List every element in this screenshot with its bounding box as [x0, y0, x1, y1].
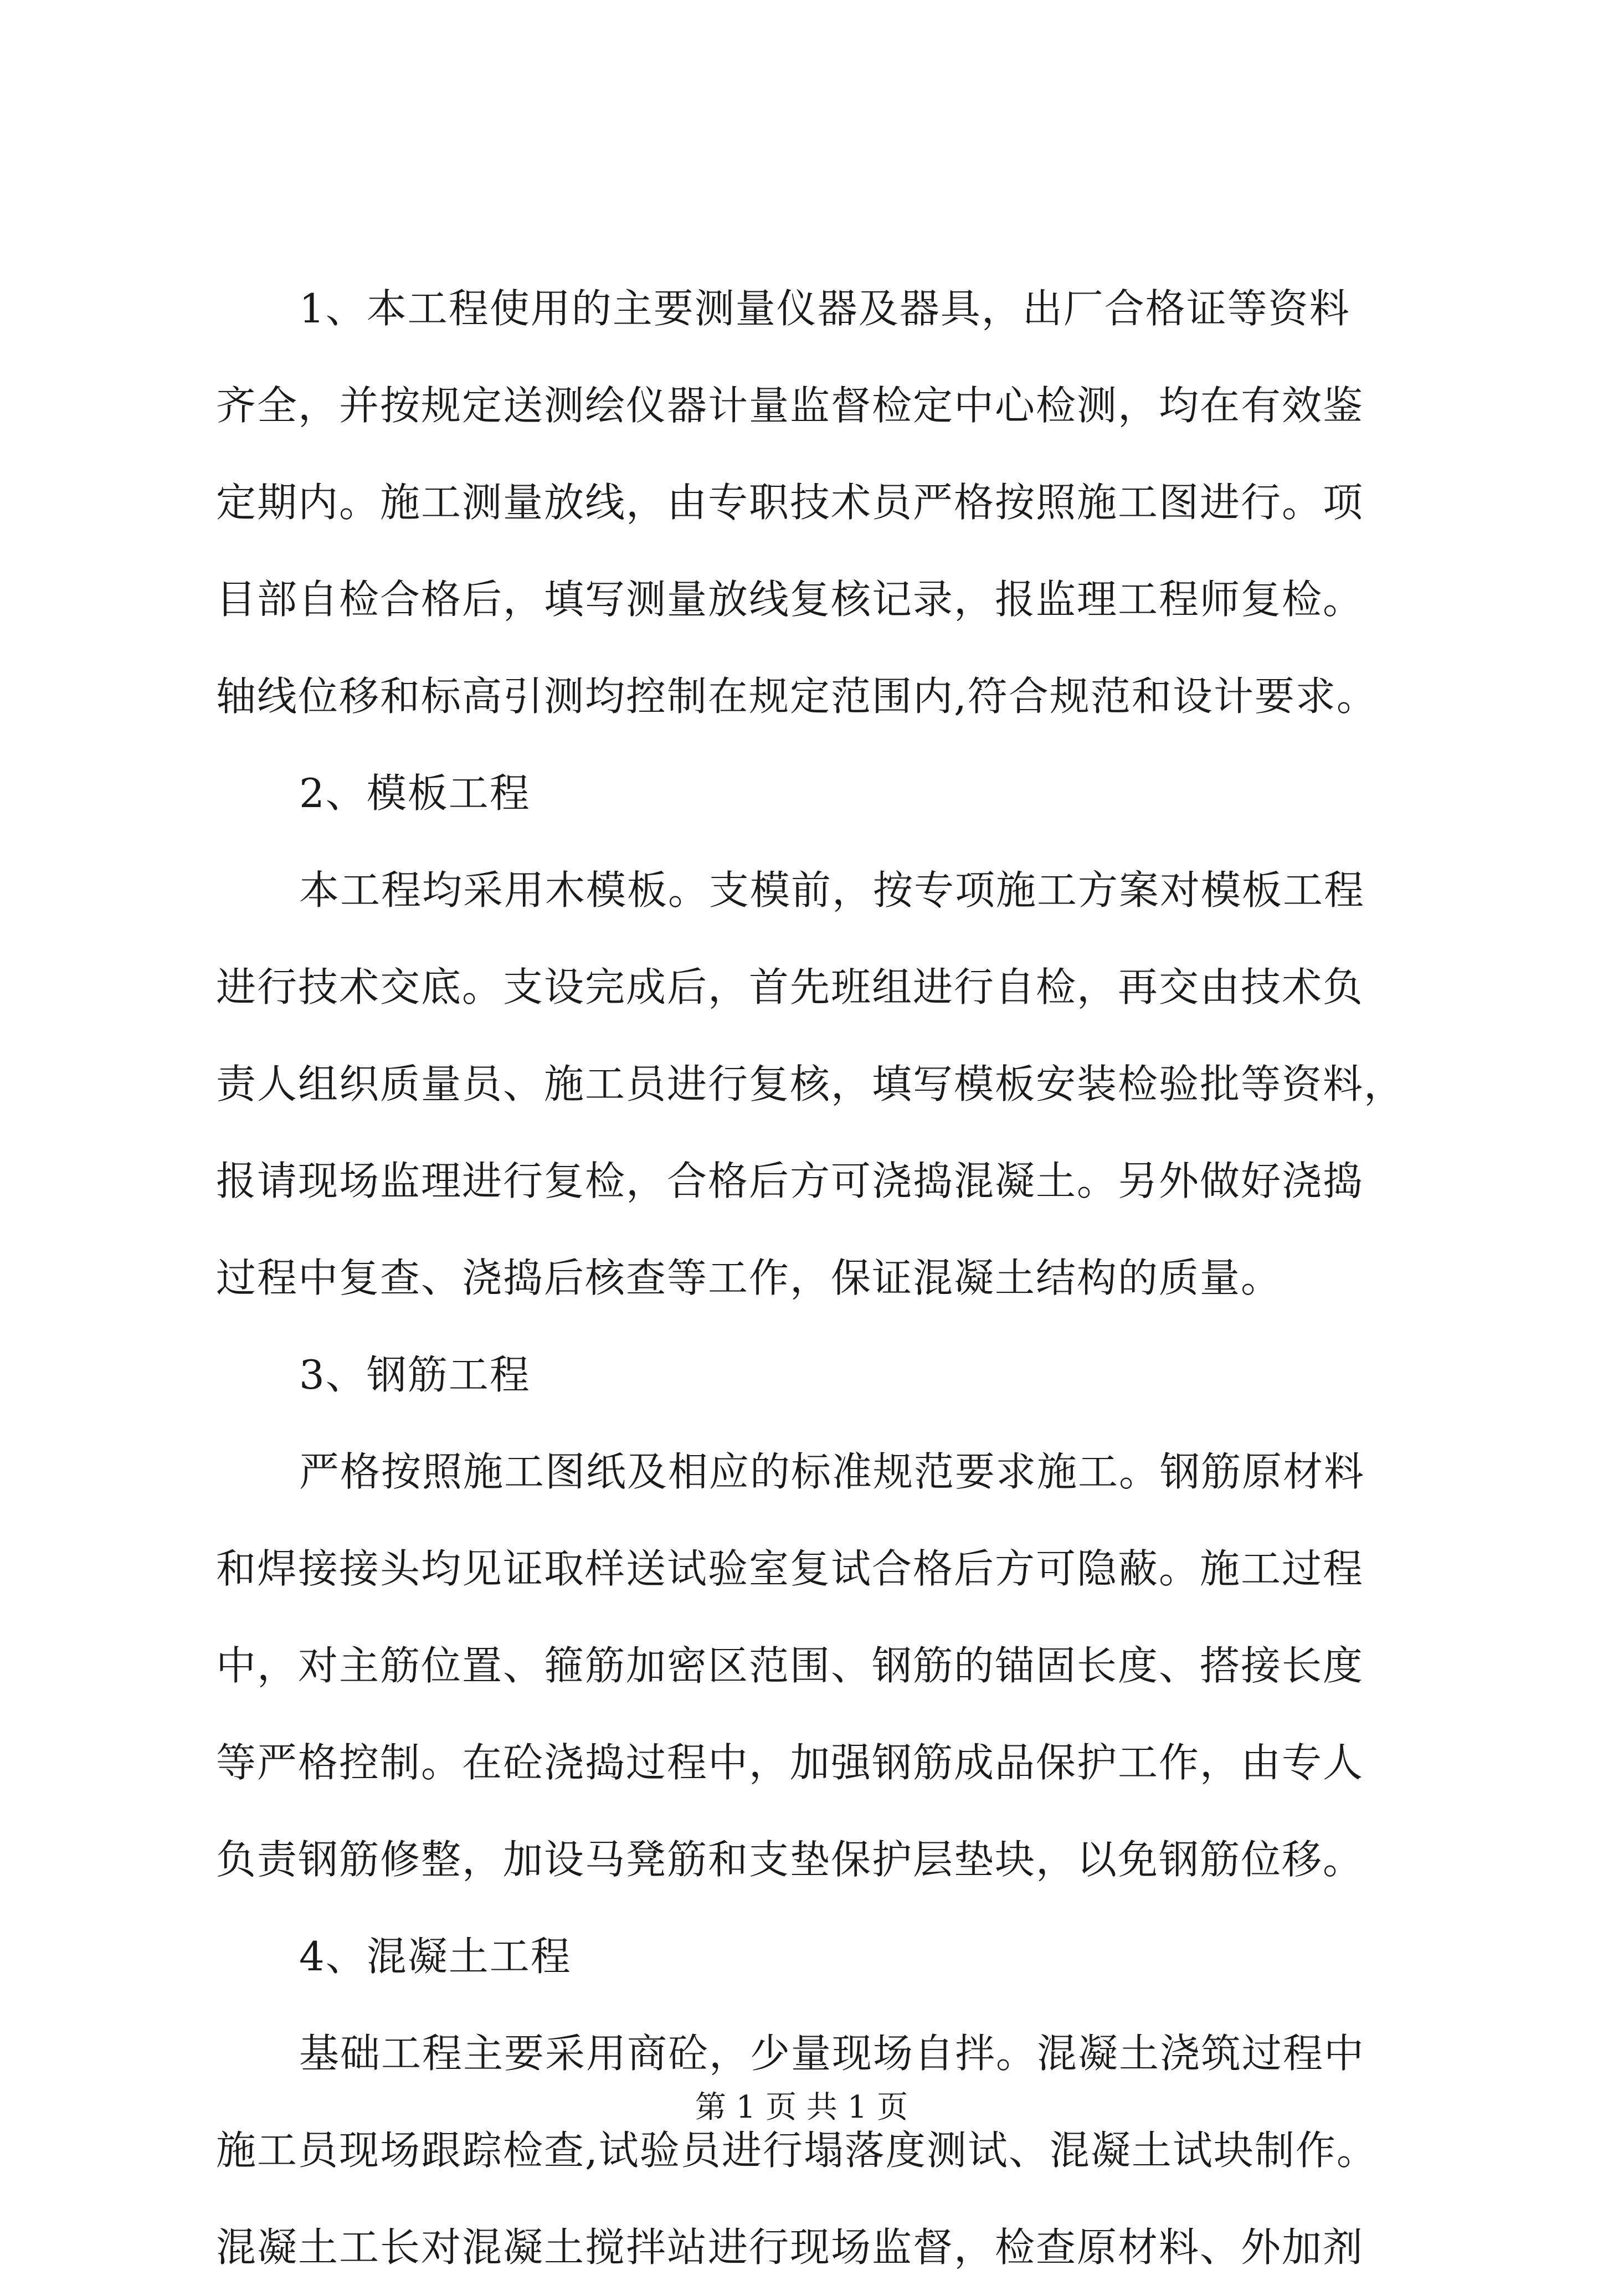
paragraph-2-line-2: 进行技术交底。支设完成后，首先班组进行自检，再交由技术负: [216, 964, 1364, 1010]
paragraph-1-line-2: 齐全，并按规定送测绘仪器计量监督检定中心检测，均在有效鉴: [216, 382, 1364, 429]
paragraph-2-line-4: 报请现场监理进行复检，合格后方可浇捣混凝土。另外做好浇捣: [216, 1158, 1364, 1204]
paragraph-3-line-1: 严格按照施工图纸及相应的标准规范要求施工。钢筋原材料: [299, 1449, 1365, 1495]
paragraph-2-line-1: 本工程均采用木模板。支模前，按专项施工方案对模板工程: [299, 867, 1365, 913]
paragraph-1-line-1: 1、本工程使用的主要测量仪器及器具，出厂合格证等资料: [299, 285, 1350, 332]
paragraph-3-line-4: 等严格控制。在砼浇捣过程中，加强钢筋成品保护工作，由专人: [216, 1739, 1364, 1786]
paragraph-3-line-2: 和焊接接头均见证取样送试验室复试合格后方可隐蔽。施工过程: [216, 1545, 1364, 1592]
page-number-footer: 第 1 页 共 1 页: [695, 2089, 908, 2125]
paragraph-1-line-4: 目部自检合格后，填写测量放线复核记录，报监理工程师复检。: [216, 576, 1364, 623]
section-heading-rebar: 3、钢筋工程: [299, 1352, 531, 1398]
paragraph-3-line-3: 中，对主筋位置、箍筋加密区范围、钢筋的锚固长度、搭接长度: [216, 1642, 1364, 1689]
document-body: [216, 260, 1405, 2296]
paragraph-4-line-3: 混凝土工长对混凝土搅拌站进行现场监督，检查原材料、外加剂: [216, 2224, 1364, 2271]
paragraph-1-line-3: 定期内。施工测量放线，由专职技术员严格按照施工图进行。项: [216, 479, 1364, 526]
paragraph-2-line-3: 责人组织质量员、施工员进行复核，填写模板安装检验批等资料，: [216, 1061, 1405, 1107]
paragraph-4-line-1: 基础工程主要采用商砼，少量现场自拌。混凝土浇筑过程中: [299, 2030, 1365, 2077]
section-heading-concrete: 4、混凝土工程: [299, 1933, 572, 1980]
section-heading-formwork: 2、模板工程: [299, 770, 531, 816]
paragraph-4-line-2: 施工员现场跟踪检查,试验员进行塌落度测试、混凝土试块制作。: [216, 2127, 1378, 2174]
paragraph-1-line-5: 轴线位移和标高引测均控制在规定范围内,符合规范和设计要求。: [216, 673, 1378, 720]
paragraph-2-line-5: 过程中复查、浇捣后核查等工作，保证混凝土结构的质量。: [216, 1255, 1282, 1301]
paragraph-3-line-5: 负责钢筋修整，加设马凳筋和支垫保护层垫块，以免钢筋位移。: [216, 1836, 1364, 1883]
